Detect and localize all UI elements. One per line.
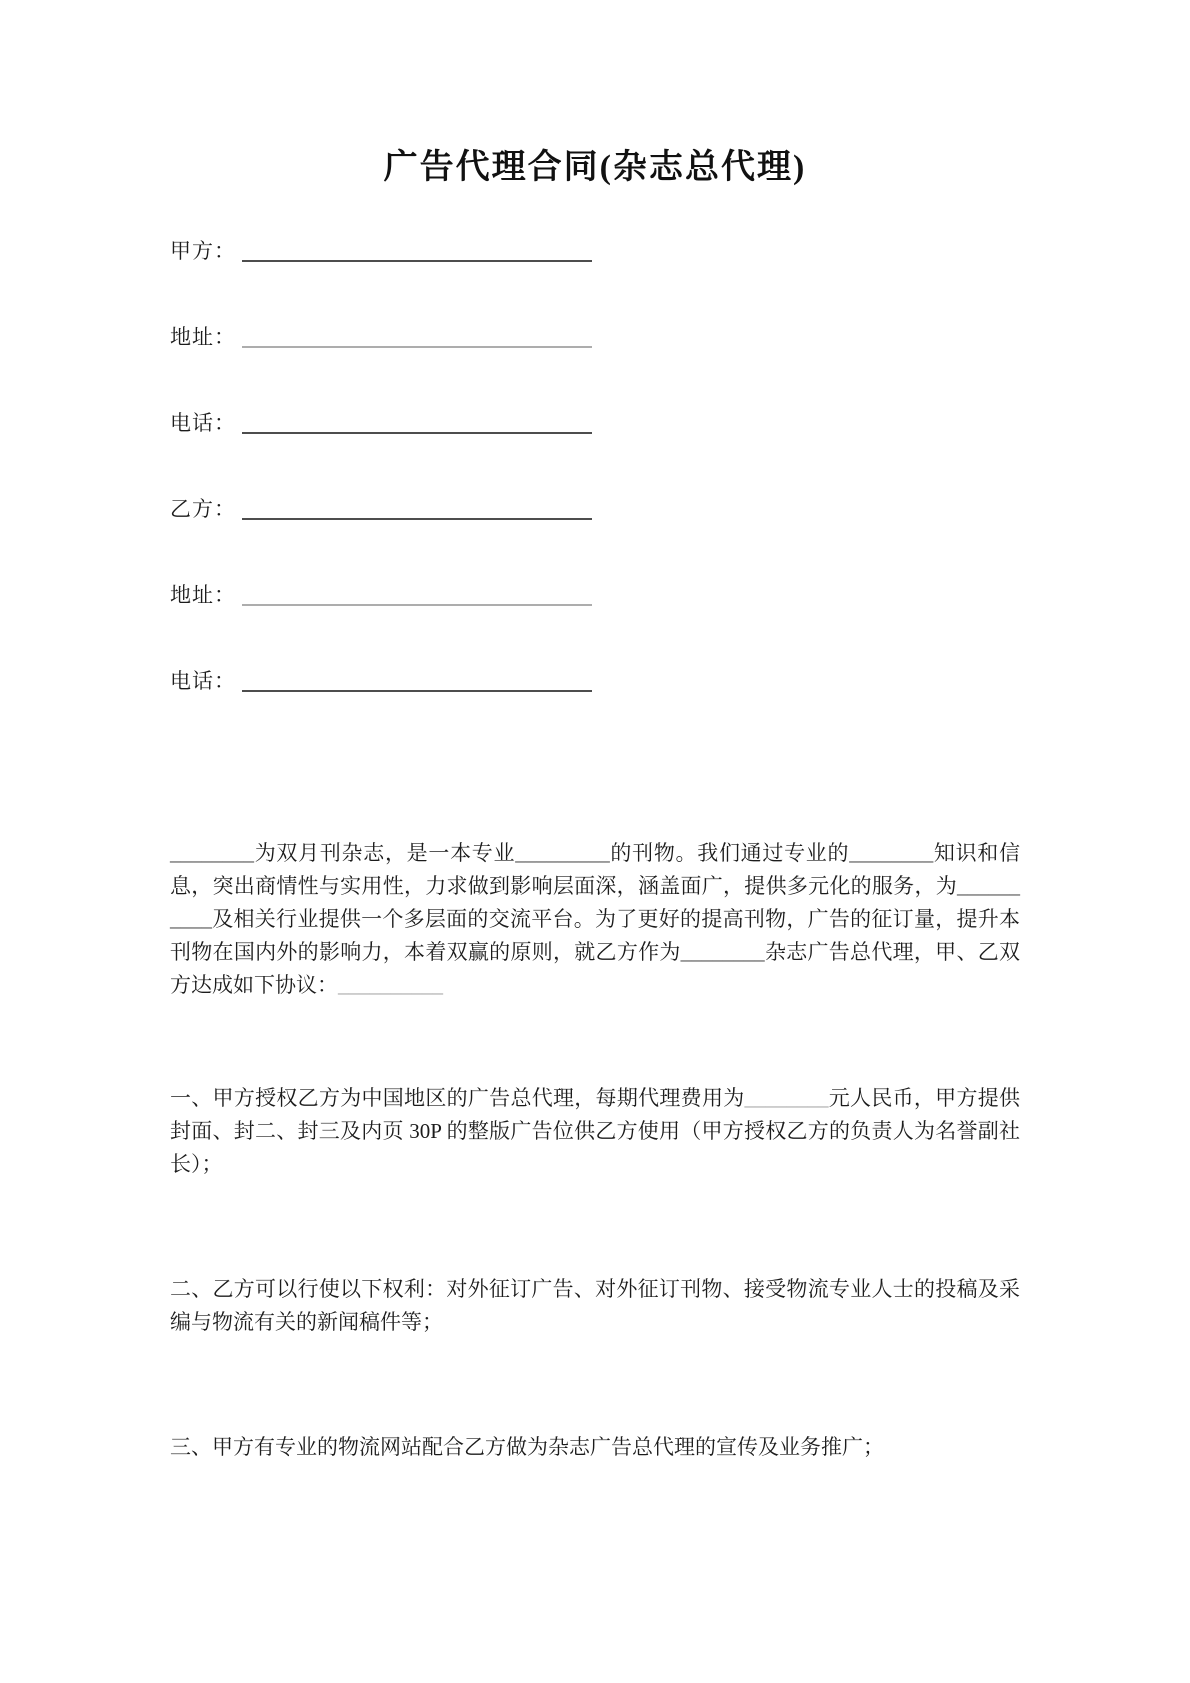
blank-segment: ________ bbox=[680, 940, 765, 964]
text-segment: 杂志广告总代理，甲、乙双方达成如下协议： bbox=[170, 940, 1021, 997]
field-blank-line bbox=[242, 432, 592, 434]
field-label: 乙方： bbox=[170, 497, 236, 521]
field-blank-line bbox=[242, 346, 592, 348]
field-label: 地址： bbox=[170, 325, 236, 349]
blank-segment: ________ bbox=[170, 841, 254, 865]
text-segment: 二、乙方可以行使以下权利：对外征订广告、对外征订刊物、接受物流专业人士的投稿及采编与物流有关的新闻稿件等； bbox=[170, 1277, 1020, 1334]
blank-segment: ________ bbox=[849, 841, 934, 865]
field-row bbox=[170, 324, 1020, 351]
text-segment: 及相关行业提供一个多层面的交流平台。为了更好的提高刊物，广告的征订量，提升本刊物在国内外的影响力，本着双赢的原则，就乙方作为 bbox=[170, 907, 1020, 964]
field-blank-line bbox=[242, 518, 592, 520]
text-segment: 的刊物。我们通过专业的 bbox=[609, 841, 850, 865]
text-segment: 为双月刊杂志，是一本专业 bbox=[254, 841, 516, 865]
field-blank-line bbox=[242, 604, 592, 606]
text-segment: 知识和信息，突出商情性与实用性，力求做到影响层面深，涵盖面广，提供多元化的服务，为 bbox=[170, 841, 1021, 898]
blank-segment: ________ bbox=[744, 1086, 829, 1110]
field-label: 甲方： bbox=[170, 239, 236, 263]
paragraph-clause-3 bbox=[170, 1431, 1020, 1464]
field-row bbox=[170, 238, 1020, 265]
fields-section bbox=[170, 238, 1020, 695]
paragraphs-section bbox=[170, 837, 1020, 1464]
field-label: 电话： bbox=[170, 411, 236, 435]
field-label: 地址： bbox=[170, 583, 236, 607]
field-blank-line bbox=[242, 690, 592, 692]
blank-segment: _________ bbox=[515, 841, 610, 865]
field-blank-line bbox=[242, 260, 592, 262]
text-segment: 三、甲方有专业的物流网站配合乙方做为杂志广告总代理的宣传及业务推广； bbox=[170, 1435, 884, 1459]
field-row bbox=[170, 582, 1020, 609]
field-row bbox=[170, 668, 1020, 695]
paragraph-intro bbox=[170, 837, 1020, 1002]
field-row bbox=[170, 410, 1020, 437]
field-row bbox=[170, 496, 1020, 523]
text-segment: 一、甲方授权乙方为中国地区的广告总代理，每期代理费用为 bbox=[170, 1086, 745, 1110]
blank-segment: __________ bbox=[338, 973, 443, 997]
document-title: 广告代理合同(杂志总代理) bbox=[383, 149, 807, 186]
paragraph-clause-1 bbox=[170, 1082, 1020, 1181]
paragraph-clause-2 bbox=[170, 1273, 1020, 1339]
text-segment: 元人民币，甲方提供封面、封二、封三及内页 30P 的整版广告位供乙方使用（甲方授权乙方的负责人为名誉副社长）； bbox=[170, 1086, 1020, 1176]
field-label: 电话： bbox=[170, 669, 236, 693]
blank-segment: __________ bbox=[170, 874, 1020, 931]
